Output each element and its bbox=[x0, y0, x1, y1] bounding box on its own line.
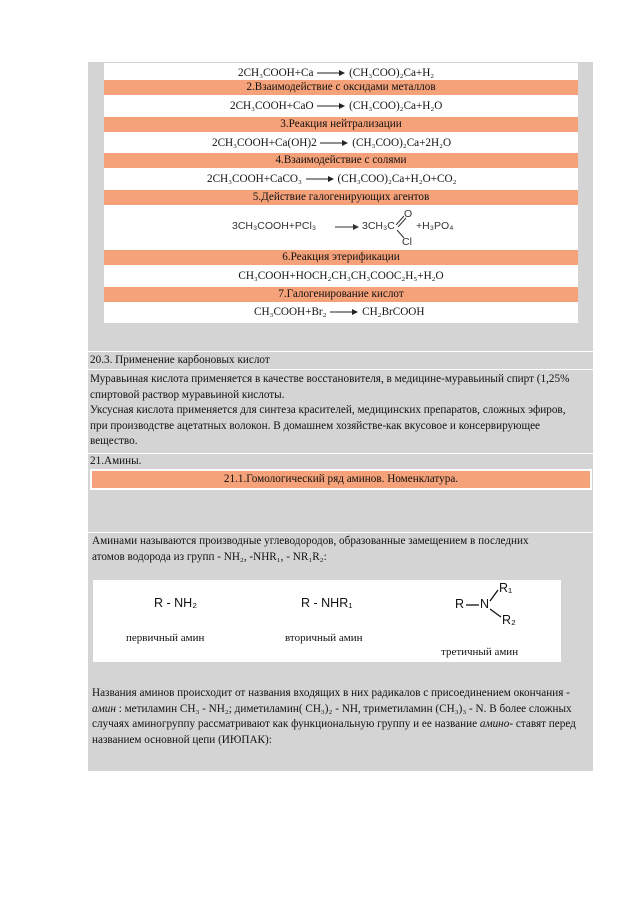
naming-text-pre: Названия аминов происходит от названия входящих в них радикалов с присоединением окончания - bbox=[92, 687, 570, 699]
tertiary-amine-r2: R₂ bbox=[502, 613, 516, 627]
divider bbox=[88, 532, 593, 533]
reaction-5-scheme bbox=[232, 208, 462, 248]
divider bbox=[88, 369, 593, 370]
reaction-1-left: 2CH₃COOH+Ca bbox=[238, 67, 314, 79]
reaction-1-right: (CH₃COO)₂Ca+H₂ bbox=[349, 67, 435, 79]
reaction-2-left: 2CH₃COOH+CaO bbox=[230, 100, 314, 112]
reaction-5-left: 3CH₃COOH+PCl₃ bbox=[232, 220, 317, 232]
heading-5: 5.Действие галогенирующих агентов bbox=[252, 191, 430, 203]
reaction-5-chlorine: Cl bbox=[402, 236, 412, 248]
section-21-subtitle: 21.1.Гомологический ряд аминов. Номенклатура. bbox=[223, 473, 459, 485]
section-203-paragraph-2: Уксусная кислота применяется для синтеза красителей, медицинских препаратов, сложных эфиров, при производстве ацетатных волокон. В домашнем хозяйстве-как вкусовое и консервирующее вещество. bbox=[90, 404, 566, 447]
reaction-3 bbox=[212, 136, 451, 151]
primary-amine-formula: R - NH₂ bbox=[154, 596, 198, 610]
reaction-6: CH₃COOH+HOCH₂CH₃CH₃COOC₂H₅+H₂O bbox=[238, 270, 444, 282]
arrow-icon bbox=[316, 102, 346, 110]
tertiary-amine-r: R bbox=[455, 597, 465, 611]
primary-amine-label: первичный амин bbox=[126, 632, 205, 644]
reaction-5-product: 3CH₃C bbox=[362, 220, 395, 232]
naming-text-mid: : метиламин CH₃ - NH₂; диметиламин( CH₃)₂ - NH, триметиламин (CH₃)₃ - N. В более сложных случаях аминогруппу рассматривают как функциональную группу и ее название bbox=[92, 702, 572, 730]
reaction-5-right: +H₃PO₄ bbox=[416, 220, 454, 232]
naming-text-post: ставят перед названием основной цепи (ИЮПАК): bbox=[92, 718, 576, 746]
reaction-7 bbox=[254, 305, 424, 320]
heading-3: 3.Реакция нейтрализации bbox=[280, 118, 402, 130]
naming-prefix-amino: амино- bbox=[479, 718, 514, 730]
section-203-title: 20.3. Применение карбоновых кислот bbox=[90, 354, 270, 366]
amines-naming-text bbox=[92, 686, 588, 748]
reaction-3-right: (CH₃COO)₂Ca+2H₂O bbox=[352, 137, 452, 149]
tertiary-amine-structure bbox=[455, 581, 525, 631]
secondary-amine-label: вторичный амин bbox=[285, 632, 363, 644]
reaction-3-left: 2CH₃COOH+Ca(OH)2 bbox=[212, 137, 317, 149]
reaction-4 bbox=[207, 172, 456, 187]
reaction-2 bbox=[230, 99, 442, 114]
reaction-5-oxygen: O bbox=[404, 208, 413, 220]
arrow-icon bbox=[319, 139, 349, 147]
arrow-icon bbox=[316, 69, 346, 77]
arrow-icon bbox=[329, 308, 359, 316]
arrow-icon bbox=[305, 175, 335, 183]
tertiary-amine-label: третичный амин bbox=[441, 646, 519, 658]
amines-intro: Аминами называются производные углеводородов, образованные замещением в последних атомов водорода из групп - NH₂, -NHR₁, - NR₁R₂: bbox=[92, 535, 529, 563]
secondary-amine-formula: R - NHR₁ bbox=[301, 596, 353, 610]
heading-2: 2.Взаимодействие с оксидами металлов bbox=[246, 81, 436, 93]
reaction-1 bbox=[238, 66, 434, 81]
tertiary-amine-n: N bbox=[480, 597, 490, 611]
arrow-icon bbox=[334, 223, 360, 231]
tertiary-amine-r1: R₁ bbox=[499, 581, 513, 595]
reaction-4-left: 2CH₃COOH+CaCO₃ bbox=[207, 173, 302, 185]
reaction-7-left: CH₃COOH+Br₂ bbox=[254, 306, 327, 318]
tertiary-amine-bonds bbox=[455, 581, 525, 631]
heading-7: 7.Галогенирование кислот bbox=[278, 288, 404, 300]
heading-4: 4.Взаимодействие с солями bbox=[275, 154, 407, 166]
reaction-7-right: CH₂BrCOOH bbox=[362, 306, 425, 318]
section-203-paragraph-1: Муравьиная кислота применяется в качестве восстановителя, в медицине-муравьиный спирт (1,25% спиртовой раствор муравьиной кислоты. bbox=[90, 373, 570, 401]
heading-6: 6.Реакция этерификации bbox=[282, 251, 400, 263]
naming-suffix-amin: амин bbox=[92, 702, 116, 715]
reaction-4-right: (CH₃COO)₂Ca+H₂O+CO₂ bbox=[337, 173, 457, 185]
section-21-title: 21.Амины. bbox=[90, 455, 142, 467]
reaction-2-right: (CH₃COO)₂Ca+H₂O bbox=[349, 100, 443, 112]
